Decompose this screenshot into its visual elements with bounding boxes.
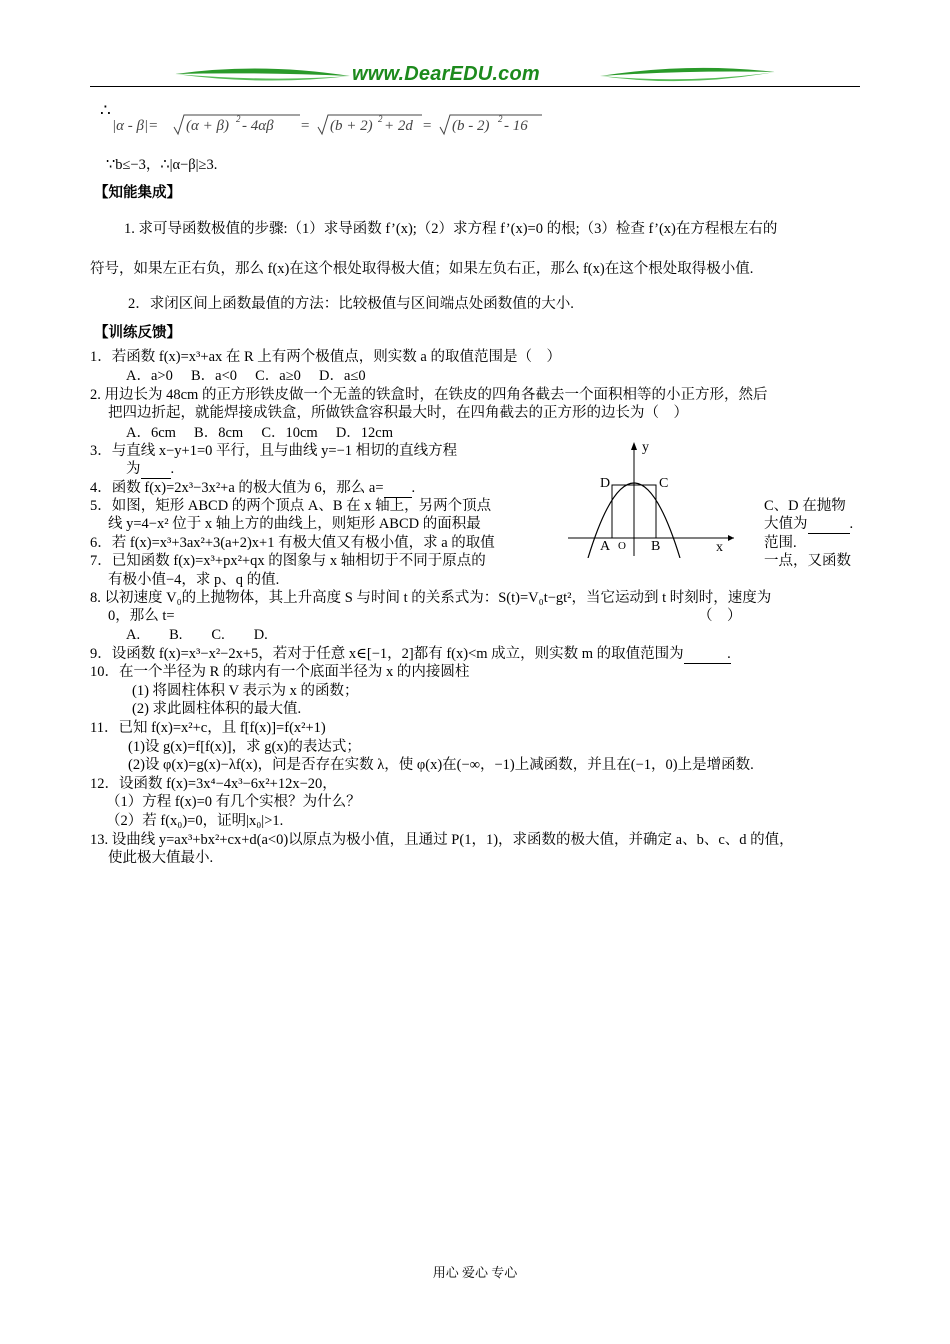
x-axis-arrow (728, 535, 734, 541)
label-b: B (651, 539, 661, 554)
label-o: O (618, 540, 626, 552)
formula-part-7: + 2d (384, 118, 413, 134)
knowledge-point-1-line1: 1. 求可导函数极值的步骤:（1）求导函数 f’(x);（2）求方程 f’(x)=0 的根;（3）检查 f’(x)在方程根左右的 (124, 221, 778, 237)
question-6-right: 范围. (764, 535, 797, 551)
label-c: C (659, 476, 669, 491)
question-7-line1-right: 一点，又函数 (764, 553, 851, 569)
question-8-line2: 0，那么 t= (108, 608, 175, 624)
question-8-line1: 8. 以初速度 V₀的上抛物体，其上升高度 S 与时间 t 的关系式为：S(t)=V₀t−gt²，当它运动到 t 时刻时，速度为 (90, 590, 772, 606)
question-12-part1: （1）方程 f(x)=0 有几个实根？为什么？ (106, 794, 361, 810)
y-axis-arrow (631, 442, 637, 450)
formula-part-8: = (422, 118, 433, 134)
question-10-part2: (2) 求此圆柱体积的最大值. (132, 701, 302, 717)
knowledge-point-2: 2．求闭区间上函数最值的方法：比较极值与区间端点处函数值的大小. (128, 296, 574, 312)
question-5-line2-right: 大值为 . (764, 516, 854, 532)
distance-formula (112, 110, 552, 140)
formula-part-0: |α - β|= (112, 118, 159, 134)
question-3-line2: 为 . (126, 461, 175, 477)
question-12: 12．设函数 f(x)=3x⁴−4x³−6x²+12x−20， (90, 776, 337, 792)
section-title-practice: 【训练反馈】 (94, 325, 181, 341)
formula-part-4: = (300, 118, 311, 134)
formula-part-1: (α + β) (186, 118, 229, 134)
question-2-options: A．6cm B．8cm C．10cm D．12cm (126, 425, 394, 441)
question-7-line2: 有极小值−4，求 p、q 的值. (108, 572, 280, 588)
question-13-line2: 使此极大值最小. (108, 850, 214, 866)
formula-part-2: 2 (236, 114, 241, 124)
label-a: A (600, 539, 611, 554)
label-y: y (642, 440, 649, 455)
intro-conclusion: ∵b≤−3，∴|α−β|≥3. (106, 157, 218, 173)
question-5-line1-right: C、D 在抛物 (764, 498, 846, 514)
question-7-line1: 7．已知函数 f(x)=x³+px²+qx 的图象与 x 轴相切于不同于原点的 (90, 553, 486, 569)
question-10: 10．在一个半径为 R 的球内有一个底面半径为 x 的内接圆柱 (90, 664, 470, 680)
question-2-line2: 把四边折起，就能焊接成铁盒，所做铁盒容积最大时，在四角截去的正方形的边长为（ ） (108, 405, 688, 421)
question-12-part2: （2）若 f(x₀)=0，证明|x₀|>1. (106, 813, 284, 829)
formula-part-9: (b - 2) (452, 118, 490, 134)
question-4: 4．函数 f(x)=2x³−3x²+a 的极大值为 6，那么 a= . (90, 480, 416, 496)
question-11: 11．已知 f(x)=x²+c，且 f[f(x)]=f(x²+1) (90, 720, 326, 736)
formula-part-3: - 4αβ (242, 118, 274, 134)
question-10-part1: (1) 将圆柱体积 V 表示为 x 的函数； (132, 683, 359, 699)
question-9-blank: . (684, 642, 731, 664)
question-5-line2: 线 y=4−x² 位于 x 轴上方的曲线上，则矩形 ABCD 的面积最 (108, 516, 481, 532)
question-3-line1: 3．与直线 x−y+1=0 平行，且与曲线 y=−1 相切的直线方程 (90, 443, 458, 459)
question-11-part2: (2)设 φ(x)=g(x)−λf(x)，问是否存在实数 λ，使 φ(x)在(−∞，−1)上减函数，并且在(−1，0)上是增函数. (128, 757, 754, 773)
question-2-line1: 2. 用边长为 48cm 的正方形铁皮做一个无盖的铁盒时，在铁皮的四角各截去一个面积相等的小正方形，然后 (90, 387, 768, 403)
question-5-tail: 大值为 (764, 516, 808, 532)
header-rule (90, 86, 860, 87)
question-5-blank (808, 516, 850, 534)
question-13-line1: 13. 设曲线 y=ax³+bx²+cx+d(a<0)以原点为极小值，且通过 P(1，1)，求函数的极大值，并确定 a、b、c、d 的值， (90, 832, 794, 848)
question-8-options: A. B. C. D. (126, 627, 268, 643)
knowledge-point-1-line2: 符号，如果左正右负，那么 f(x)在这个根处取得极大值；如果左负右正，那么 f(x)在这个根处取得极小值. (90, 261, 754, 277)
parabola-figure (562, 438, 742, 558)
label-x: x (716, 540, 723, 555)
question-5-line1: 5．如图，矩形 ABCD 的两个顶点 A、B 在 x 轴上，另两个顶点 (90, 498, 492, 514)
header-logo-text: www.DearEDU.com (352, 63, 540, 85)
question-3-prefix: 为 (126, 461, 141, 477)
section-title-knowledge: 【知能集成】 (94, 185, 181, 201)
question-11-part1: (1)设 g(x)=f[f(x)]，求 g(x)的表达式； (128, 739, 361, 755)
question-6: 6．若 f(x)=x³+3ax²+3(a+2)x+1 有极大值又有极小值，求 a 的取值 (90, 535, 495, 551)
formula-part-11: - 16 (504, 118, 528, 134)
formula-part-5: (b + 2) (330, 118, 373, 134)
question-4-text: 4．函数 f(x)=2x³−3x²+a 的极大值为 6，那么 a= (90, 480, 384, 496)
question-1: 1．若函数 f(x)=x³+ax 在 R 上有两个极值点，则实数 a 的取值范围是（ ） (90, 349, 561, 365)
question-1-options: A．a>0 B．a<0 C．a≥0 D．a≤0 (126, 368, 366, 384)
page-footer: 用心 爱心 专心 (432, 1265, 518, 1280)
formula-part-6: 2 (378, 114, 383, 124)
formula-part-10: 2 (498, 114, 503, 124)
question-8-paren: （ ） (698, 608, 742, 624)
therefore-symbol: ∴ (100, 101, 111, 120)
question-9-text: 9．设函数 f(x)=x³−x²−2x+5，若对于任意 x∈[−1，2]都有 f(x)<m 成立，则实数 m 的取值范围为 (90, 646, 684, 662)
label-d: D (600, 476, 611, 491)
